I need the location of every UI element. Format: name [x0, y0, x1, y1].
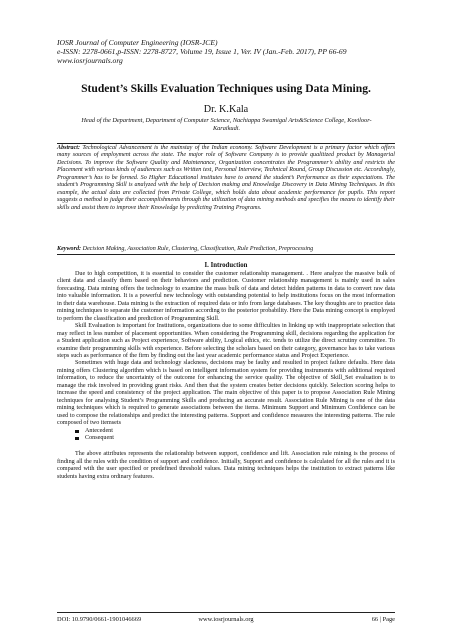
- intro-paragraph-4: The above attributes represents the relationship between support, confidence and lift. Association rule mining is the process of finding all the rules with the condition of support and confidence. Initially, Support and confidence is calculated for all the rules and it is compared with the user specified or predefined threshold values. Data mining techniques helps the institution to extract patterns like students having extra ordinary features.: [57, 451, 395, 480]
- bullet-square-icon: [75, 430, 79, 434]
- itemset-list: [57, 428, 395, 443]
- keywords-text: Decision Making, Association Rule, Clustering, Classification, Rule Prediction, Preprocessing: [82, 246, 314, 252]
- bullet-square-icon: [75, 437, 79, 441]
- list-item: [75, 435, 395, 442]
- section-heading: I. Introduction: [204, 262, 248, 269]
- list-item: [75, 428, 395, 435]
- paper-title: Student’s Skills Evaluation Techniques using Data Mining.: [81, 82, 371, 95]
- footer-website: www.iosrjournals.org: [198, 616, 254, 623]
- footer-page-number: 66 | Page: [371, 616, 395, 623]
- abstract-bottom-rule: [57, 254, 395, 255]
- list-item-label: Consequent: [85, 434, 114, 441]
- list-item-label: Antecedent: [85, 427, 113, 434]
- intro-paragraph-1: Due to high competition, it is essential to consider the customer relationship management. . Here analyze the massive bulk of client data and classify them based on their behaviors and prediction. Customer relationship management is mainly used in sales forecasting. Data mining offers the technology to examine the mass bulk of data and detect hidden patterns in data to convert raw data into valuable information. It is a powerful new technology with outstanding potential to help institutions focus on the most information in their data warehouse. Data mining is the extraction of required data or info from large databases. The key thoughts are to practice data mining techniques to separate the customer information according to the posterior probability. Here the Data mining concept is employed to perform the classification and prediction of Programming Skill.: [57, 271, 395, 322]
- abstract-block: [57, 145, 395, 212]
- journal-name: IOSR Journal of Computer Engineering (IOSR-JCE): [57, 38, 218, 47]
- author-affiliation: Head of the Department, Department of Computer Science, Nachiappa Swamigal Arts&Science College, Koviloor-Karaikudi.: [81, 117, 372, 132]
- journal-issn-volume: e-ISSN: 2278-0661,p-ISSN: 2278-8727, Volume 19, Issue 1, Ver. IV (Jan.-Feb. 2017), PP 66-69: [57, 47, 347, 57]
- abstract-text: Technological Advancement is the mainstay of the Indian economy. Software Development is a primary factor which offers many sources of employment across the state. The major role of Software Company is to provide qualitized product by Managerial Decisions. To improve the Software Quality and Maintenance, Organization concentrates the Programmer’s ability and restricts the Placement with various kinds of audiences such as Written test, Personal Interview, Technical Round, Group Discussion etc. Accordingly, Programmer’s has to be formed. So Higher Educational institutes have to amend the student’s Performance as their expectations. The student’s Programming Skill is analyzed with the help of Decision making and Knowledge Discovery in Data Mining Techniques. In this example, the actual data are collected from Private College, which holds data about academic performance for pupils. This report suggests a method to judge their accomplishments through the utilization of data mining methods and specifies the means to identify their skills and assist them to improve their Knowledge by predicting Training Programs.: [57, 145, 395, 211]
- footer-rule: [57, 612, 395, 613]
- intro-paragraph-2: Skill Evaluation is important for Institutions, organizations due to some difficulties in linking up with inappropriate selection that may reflect in less number of placement opportunities. When considering the Programming skill, decisions regarding the application for a Student application such as Project experience, Software ability, Logical ethics, etc. tends to utilize the direct scrutiny committee. To examine their programming skills with experience. Before selecting the scholars based on their category, governance has to take various steps such as performance of the firm by finding out the last year academic performance status and Project Experience.: [57, 323, 395, 359]
- journal-header: [57, 38, 395, 66]
- keywords-label: Keyword:: [57, 246, 82, 252]
- paper-author: Dr. K.Kala: [203, 104, 249, 115]
- footer-doi: DOI: 10.9790/0661-1901046669: [57, 616, 142, 623]
- keywords-line: [57, 246, 395, 253]
- section-body: [57, 271, 395, 481]
- abstract-top-rule: [57, 143, 395, 144]
- journal-website: www.iosrjournals.org: [57, 56, 123, 66]
- intro-paragraph-3: Sometimes with huge data and technology slackness, decisions may be faulty and resulted in project failure defaults. Here data mining offers Clustering algorithm which is based on intelligent information system for providing instruments with additional required information, to reduce the uncertainty of the outcome for enhancing the service quality. The objective of Skill_Set evaluation is to manage the risk involved in providing grant risks. And then that the system creates better decisions quickly. Selection scoring helps to increase the speed and consistency of the project application. The main objective of this paper is to propose Association Rule Mining techniques for analysing Student’s Programming Skills and producing an accurate result. Association Rule Mining is one of the data mining techniques which is required to generate associations between the items. Minimum Support and Minimum Confidence can be used to compose the relationships and predict the interesting patterns. Support and confidence measures the interesting patterns. The rule composed of two itemsets: [57, 360, 395, 427]
- abstract-label: Abstract:: [57, 145, 81, 151]
